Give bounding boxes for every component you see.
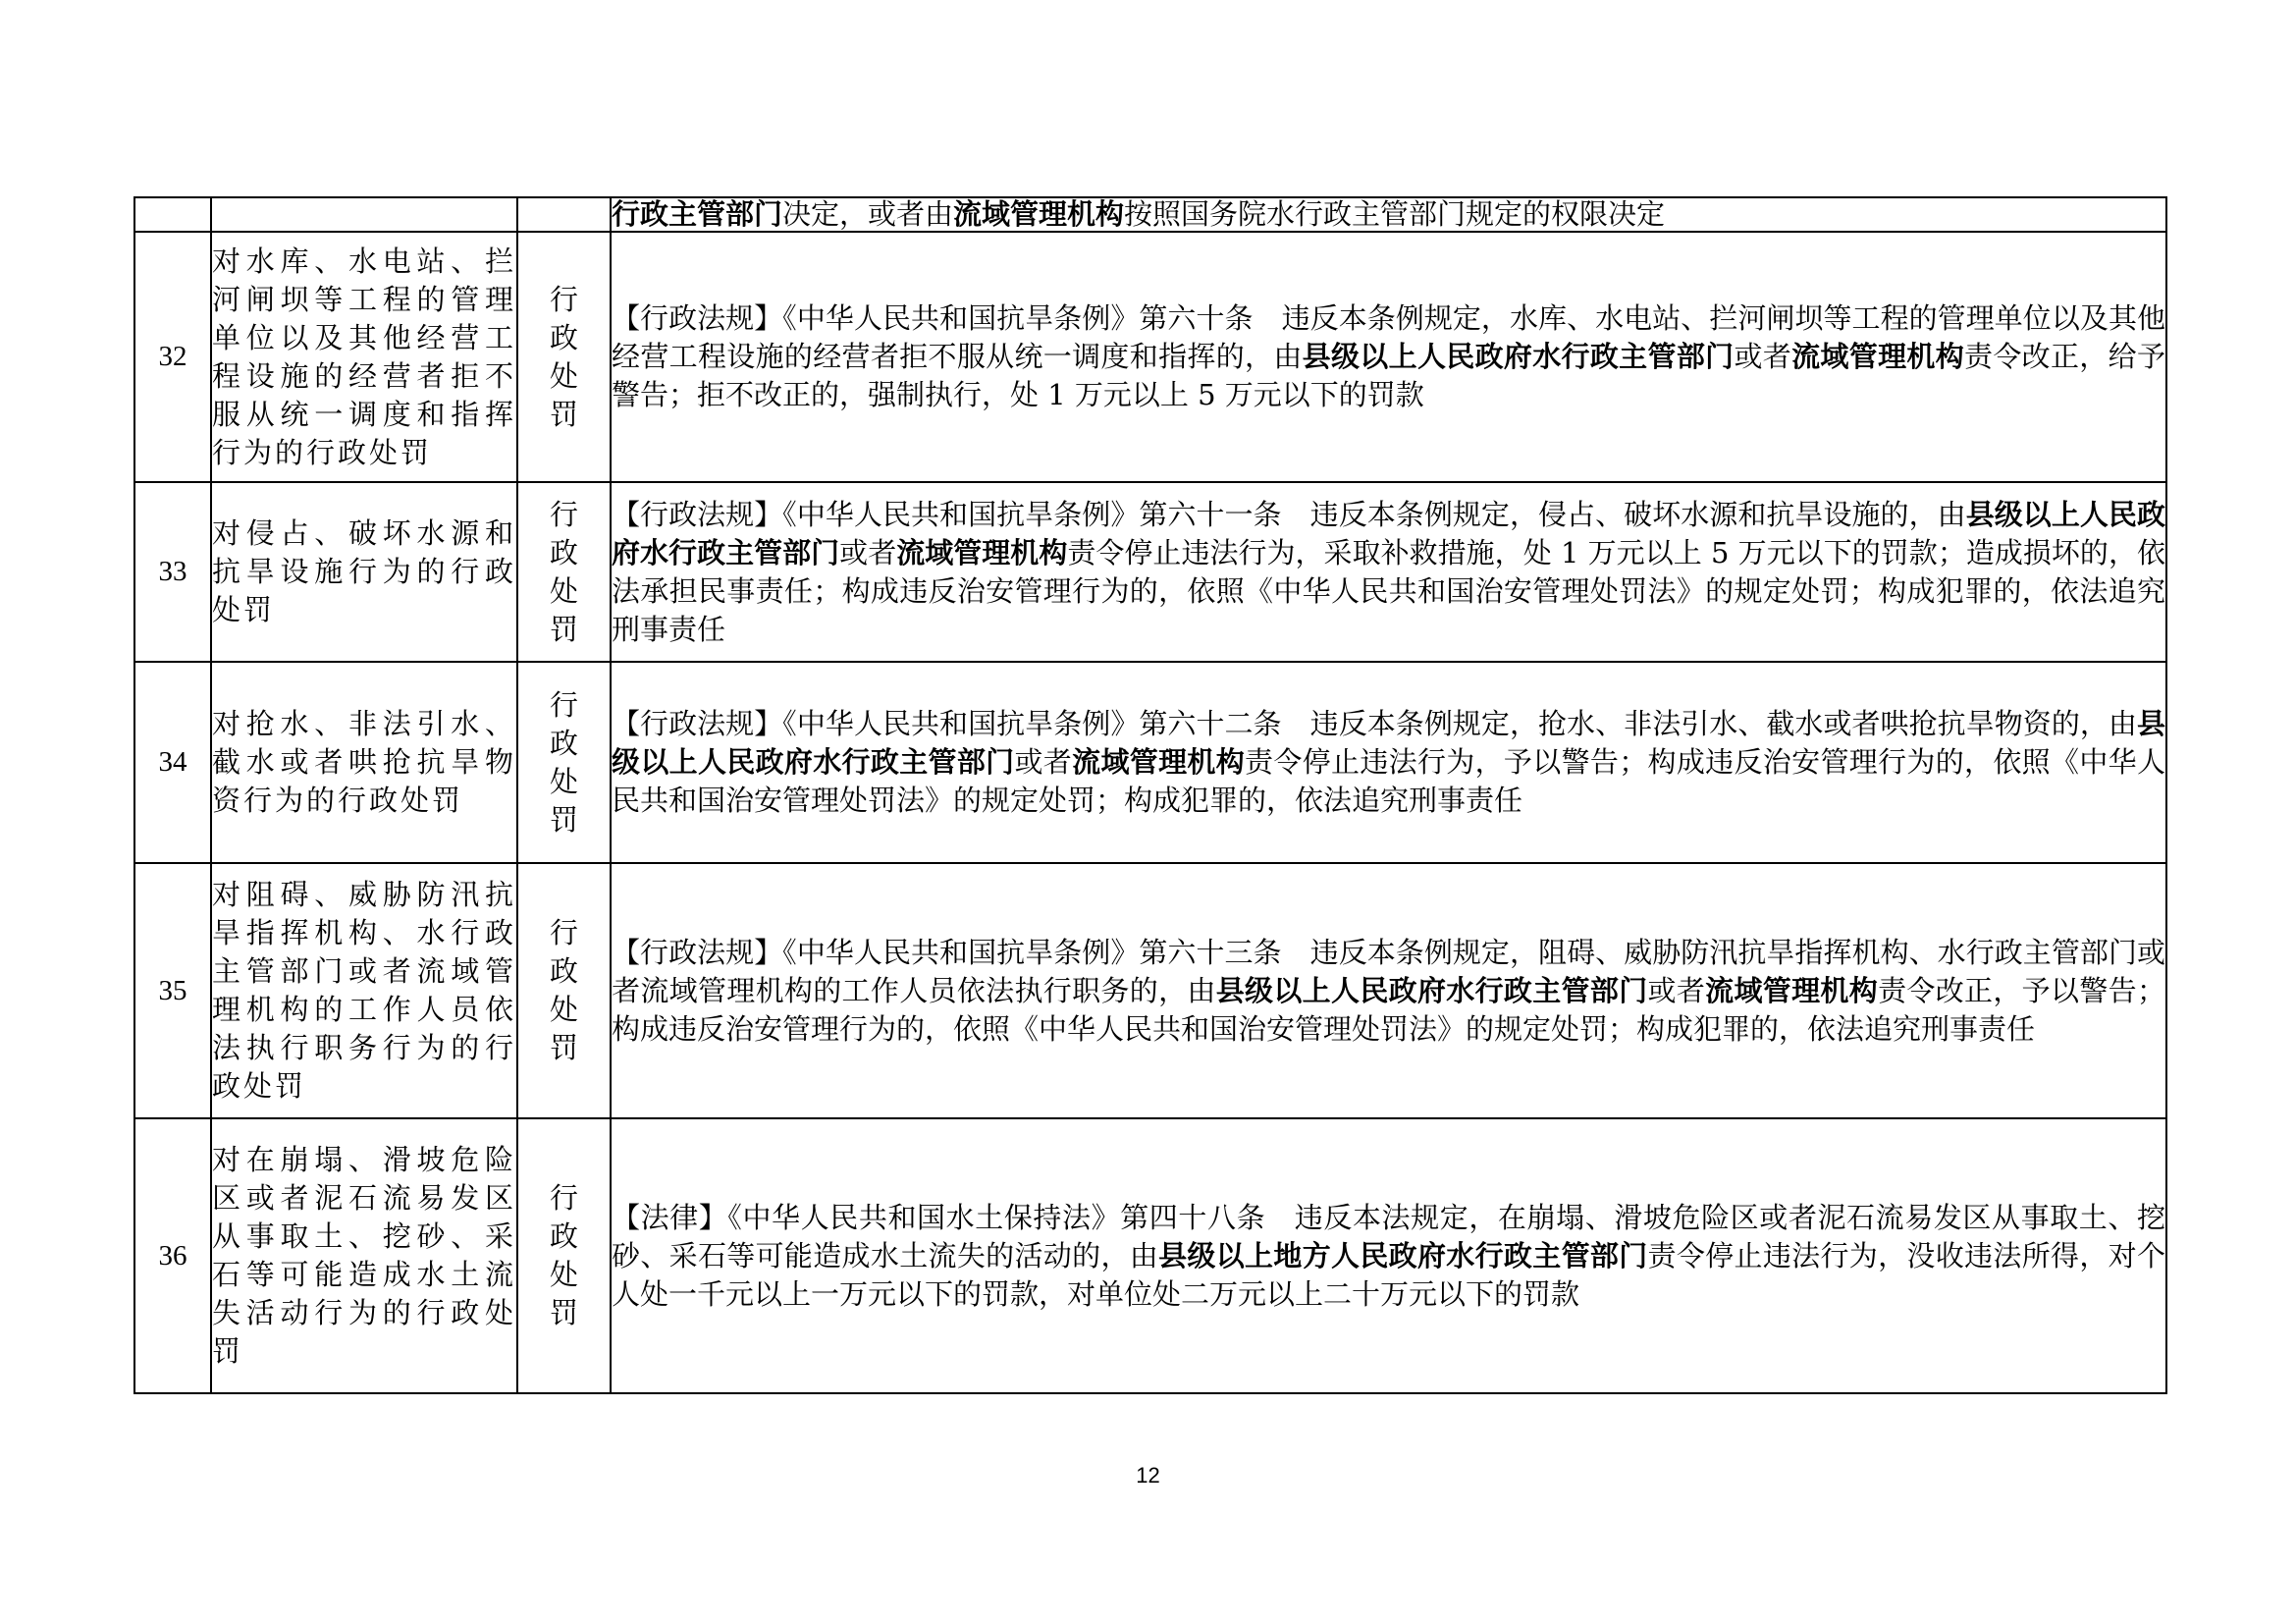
type-cell (517, 482, 611, 662)
authority-highlight: 流域管理机构 (1705, 973, 1879, 1007)
row-number: 34 (134, 662, 211, 863)
penalty-type: 行政处罚 (549, 1181, 578, 1329)
legal-basis (611, 232, 2166, 482)
basis-text: 决定，或者由 (782, 197, 954, 231)
row-number: 32 (134, 232, 211, 482)
basis-text: 或者 (1734, 340, 1792, 373)
authority-highlight: 县级以上人民政府水行政主管部门 (612, 497, 2165, 569)
table-row-continuation (134, 197, 2166, 232)
item-cell (211, 197, 517, 232)
authority-highlight: 流域管理机构 (1791, 340, 1965, 373)
authority-highlight: 县级以上人民政府水行政主管部门 (1302, 340, 1735, 373)
penalty-table (133, 196, 2167, 1394)
legal-basis (611, 482, 2166, 662)
penalty-type: 行政处罚 (549, 687, 578, 837)
basis-text: 责令停止违法行为，没收违法所得，对个人处一千元以上一万元以下的罚款，对单位处二万元以上二十万元以下的罚款 (612, 1238, 2165, 1311)
penalty-type: 行政处罚 (549, 282, 578, 431)
table-row (134, 1118, 2166, 1393)
authority-highlight: 县级以上地方人民政府水行政主管部门 (1158, 1238, 1648, 1272)
type-cell (517, 232, 611, 482)
page-number: 12 (1136, 1463, 1160, 1488)
authority-highlight: 县级以上人民政府水行政主管部门 (612, 707, 2165, 779)
basis-text: 责令停止违法行为，采取补救措施，处 1 万元以上 5 万元以下的罚款；造成损坏的，依法承担民事责任；构成违反治安管理行为的，依照《中华人民共和国治安管理处罚法》的规定处罚；构成犯罪的，依法追究刑事责任 (612, 535, 2165, 646)
row-number: 35 (134, 863, 211, 1118)
basis-text: 或者 (1647, 973, 1706, 1007)
basis-text: 【行政法规】《中华人民共和国抗旱条例》第六十二条 违反本条例规定，抢水、非法引水、截水或者哄抢抗旱物资的，由 (612, 707, 2137, 740)
table-row (134, 482, 2166, 662)
authority-highlight: 流域管理机构 (1072, 745, 1246, 779)
basis-text: 【行政法规】《中华人民共和国抗旱条例》第六十一条 违反本条例规定，侵占、破坏水源和抗旱设施的，由 (612, 497, 1966, 531)
basis-text: 责令改正，予以警告；构成违反治安管理行为的，依照《中华人民共和国治安管理处罚法》的规定处罚；构成犯罪的，依法追究刑事责任 (612, 973, 2165, 1046)
basis-text: 按照国务院水行政主管部门规定的权限决定 (1124, 197, 1666, 231)
row-number: 33 (134, 482, 211, 662)
authority-highlight: 流域管理机构 (896, 535, 1068, 569)
penalty-type: 行政处罚 (549, 916, 578, 1064)
type-cell (517, 1118, 611, 1393)
table-row (134, 863, 2166, 1118)
basis-text: 【行政法规】《中华人民共和国抗旱条例》第六十条 违反本条例规定，水库、水电站、拦河闸坝等工程的管理单位以及其他经营工程设施的经营者拒不服从统一调度和指挥的，由 (612, 301, 2165, 373)
type-cell (517, 662, 611, 863)
basis-text: 责令改正，给予警告；拒不改正的，强制执行，处 1 万元以上 5 万元以下的罚款 (612, 340, 2165, 411)
basis-text: 或者 (839, 535, 897, 569)
item-name: 对阻碍、威胁防汛抗旱指挥机构、水行政主管部门或者流域管理机构的工作人员依法执行职务行为的行政处罚 (211, 863, 517, 1118)
item-name: 对抢水、非法引水、截水或者哄抢抗旱物资行为的行政处罚 (211, 662, 517, 863)
item-name: 对在崩塌、滑坡危险区或者泥石流易发区从事取土、挖砂、采石等可能造成水土流失活动行为的行政处罚 (211, 1118, 517, 1393)
authority-highlight: 县级以上人民政府水行政主管部门 (1215, 973, 1648, 1007)
authority-highlight: 行政主管部门 (612, 197, 783, 231)
authority-highlight: 流域管理机构 (953, 197, 1125, 231)
row-number: 36 (134, 1118, 211, 1393)
basis-text: 或者 (1014, 745, 1073, 779)
table-body (134, 197, 2166, 1393)
basis-text: 【法律】《中华人民共和国水土保持法》第四十八条 违反本法规定，在崩塌、滑坡危险区或者泥石流易发区从事取土、挖砂、采石等可能造成水土流失的活动的，由 (612, 1200, 2165, 1272)
legal-basis (611, 662, 2166, 863)
item-name: 对侵占、破坏水源和抗旱设施行为的行政处罚 (211, 482, 517, 662)
type-cell (517, 863, 611, 1118)
table-row (134, 232, 2166, 482)
penalty-type: 行政处罚 (549, 497, 578, 646)
legal-basis (611, 863, 2166, 1118)
item-name: 对水库、水电站、拦河闸坝等工程的管理单位以及其他经营工程设施的经营者拒不服从统一调度和指挥行为的行政处罚 (211, 232, 517, 482)
type-cell (517, 197, 611, 232)
basis-text: 【行政法规】《中华人民共和国抗旱条例》第六十三条 违反本条例规定，阻碍、威胁防汛抗旱指挥机构、水行政主管部门或者流域管理机构的工作人员依法执行职务的，由 (612, 935, 2165, 1007)
number-cell (134, 197, 211, 232)
basis-text: 责令停止违法行为，予以警告；构成违反治安管理行为的，依照《中华人民共和国治安管理处罚法》的规定处罚；构成犯罪的，依法追究刑事责任 (612, 745, 2165, 817)
table-row (134, 662, 2166, 863)
legal-basis (611, 1118, 2166, 1393)
basis-cell (611, 197, 2166, 232)
